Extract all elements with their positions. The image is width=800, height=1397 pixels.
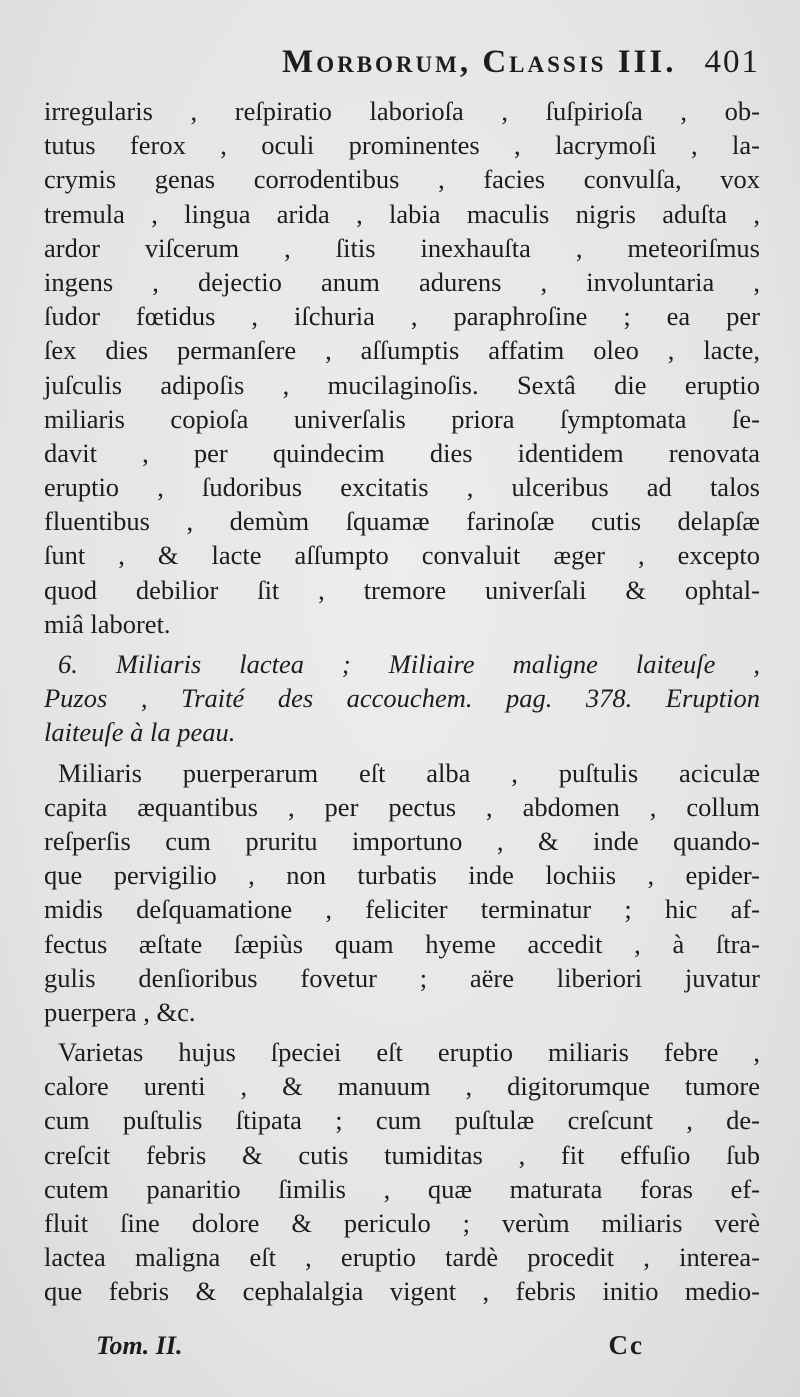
text-line: ſudor fœtidus , iſchuria , paraphroſine ; ea per bbox=[44, 301, 760, 332]
text-line: miâ laboret. bbox=[44, 608, 171, 639]
text-line: quod debilior ſit , tremore univerſali & ophtal- bbox=[44, 574, 760, 605]
text-line: tremula , lingua arida , labia maculis nigris aduſta , bbox=[44, 198, 760, 229]
signature-mark: Cc bbox=[608, 1330, 644, 1360]
text-line: puerpera , &c. bbox=[44, 996, 196, 1027]
running-head: Morborum, Classis III. bbox=[282, 44, 677, 80]
text-line: lactea maligna eſt , eruptio tardè procedit , interea- bbox=[44, 1242, 760, 1273]
text-line: ardor viſcerum , ſitis inexhauſta , meteoriſmus bbox=[44, 232, 760, 263]
text-line: fectus æſtate ſæpiùs quam hyeme accedit , à ſtra- bbox=[44, 928, 760, 959]
heading-line: 6. Miliaris lactea ; Miliaire maligne laiteuſe , bbox=[58, 649, 760, 679]
text-line: gulis denſioribus fovetur ; aëre liberiori juvatur bbox=[44, 962, 760, 993]
text-line: eruptio , ſudoribus excitatis , ulceribus ad talos bbox=[44, 472, 760, 503]
text-line: crymis genas corrodentibus , facies convulſa, vox bbox=[44, 164, 760, 195]
text-line: creſcit febris & cutis tumiditas , fit effuſio ſub bbox=[44, 1139, 760, 1170]
text-line: fluentibus , demùm ſquamæ farinoſæ cutis delapſæ bbox=[44, 506, 760, 537]
page-number: 401 bbox=[704, 44, 760, 80]
text-line: capita æquantibus , per pectus , abdomen , collum bbox=[44, 791, 760, 822]
paragraph-2 bbox=[44, 756, 760, 1030]
text-line: midis deſquamatione , feliciter terminatur ; hic af- bbox=[44, 894, 760, 925]
text-line: cum puſtulis ſtipata ; cum puſtulæ creſcunt , de- bbox=[44, 1105, 760, 1136]
text-line: ingens , dejectio anum adurens , involuntaria , bbox=[44, 266, 760, 297]
text-line: davit , per quindecim dies identidem renovata bbox=[44, 437, 760, 468]
page-header bbox=[44, 44, 760, 92]
text-line: irregularis , reſpiratio laborioſa , ſuſpirioſa , ob- bbox=[44, 96, 760, 126]
text-line: que pervigilio , non turbatis inde lochiis , epider- bbox=[44, 860, 760, 891]
species-heading bbox=[44, 647, 760, 750]
text-line: reſperſis cum pruritu importuno , & inde quando- bbox=[44, 825, 760, 856]
text-line: tutus ferox , oculi prominentes , lacrymoſi , la- bbox=[44, 130, 760, 161]
paragraph-3 bbox=[44, 1035, 760, 1309]
heading-line: Puzos , Traité des accouchem. pag. 378. Eruption bbox=[44, 683, 760, 714]
paragraph-1 bbox=[44, 94, 760, 641]
text-line: ſunt , & lacte aſſumpto convaluit æger , excepto bbox=[44, 540, 760, 571]
text-line: ſex dies permanſere , aſſumptis affatim oleo , lacte, bbox=[44, 335, 760, 366]
text-line: juſculis adipoſis , mucilaginoſis. Sextâ die eruptio bbox=[44, 369, 760, 400]
volume-mark: Tom. II. bbox=[96, 1331, 183, 1360]
text-line: miliaris copioſa univerſalis priora ſymptomata ſe- bbox=[44, 403, 760, 434]
text-line: fluit ſine dolore & periculo ; verùm miliaris verè bbox=[44, 1208, 760, 1238]
text-line: cutem panaritio ſimilis , quæ maturata foras ef- bbox=[44, 1173, 760, 1204]
page-footer bbox=[96, 1330, 644, 1361]
text-line: calore urenti , & manuum , digitorumque tumore bbox=[44, 1071, 760, 1102]
heading-line: laiteuſe à la peau. bbox=[44, 717, 236, 748]
text-line: que febris & cephalalgia vigent , febris initio medio- bbox=[44, 1276, 760, 1307]
text-line: Varietas hujus ſpeciei eſt eruptio miliaris febre , bbox=[58, 1037, 760, 1068]
text-line: Miliaris puerperarum eſt alba , puſtulis aciculæ bbox=[58, 757, 760, 788]
body-text bbox=[44, 94, 760, 1309]
